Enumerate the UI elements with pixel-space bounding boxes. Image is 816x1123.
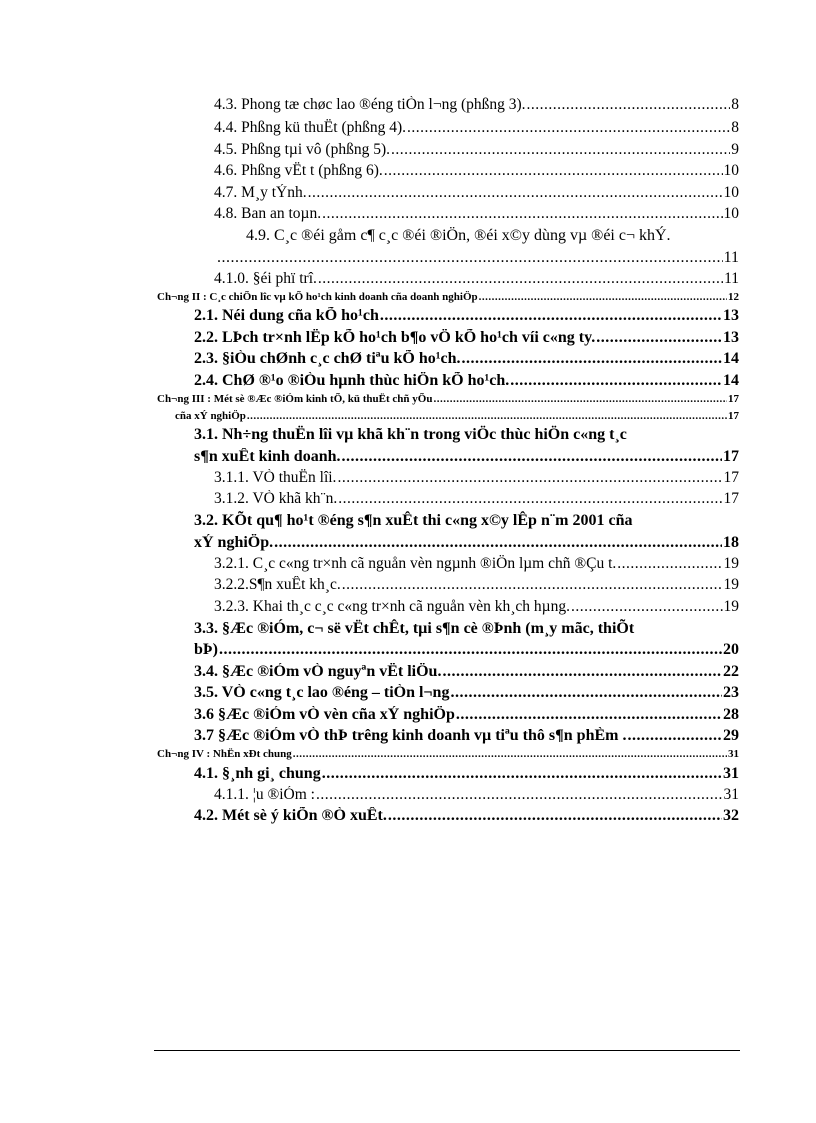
toc-entry-title: 4.8. Ban an toµn.: [214, 205, 322, 222]
toc-leader: [219, 641, 722, 659]
toc-entry-title: 3.2.2.S¶n xuÊt kh¸c.: [214, 576, 341, 593]
toc-page-number: 28: [723, 706, 739, 723]
toc-entry: [194, 329, 739, 347]
toc-entry: [214, 576, 739, 594]
toc-page-number: 31: [728, 748, 739, 760]
toc-leader: [247, 410, 727, 422]
toc-leader: [338, 490, 722, 508]
toc-entry-title: 4.7. M¸y tÝnh.: [214, 184, 307, 201]
toc-page-number: 19: [723, 576, 739, 593]
toc-entry: [214, 598, 739, 616]
toc-entry-title: 4.2. Mét sè ý kiÕn ®Ò xuÊt.: [194, 807, 387, 824]
toc-page-number: 17: [728, 410, 739, 422]
toc-page-number: 31: [723, 786, 739, 803]
toc-leader: [293, 748, 727, 760]
toc-leader: [442, 663, 722, 681]
toc-chapter: [157, 748, 739, 760]
toc-page-number: 17: [723, 490, 739, 507]
toc-entry: [194, 307, 739, 325]
toc-entry-title: bÞ): [194, 641, 218, 658]
toc-page-number: 8: [731, 119, 739, 136]
toc-leader: [456, 706, 722, 724]
toc-page-number: 18: [723, 534, 739, 551]
toc-entry: [214, 490, 739, 508]
toc-leader: [527, 96, 731, 114]
toc-leader: [462, 350, 722, 368]
toc-page-number: 17: [728, 393, 739, 405]
toc-page-number: 19: [723, 555, 739, 572]
toc-chapter: [157, 291, 739, 303]
toc-entry-title: 3.2. KÕt qu¶ ho¹t ®éng s¶n xuÊt thi c«ng x©y lÊp n¨m 2001 cña: [194, 512, 633, 529]
toc-page-number: 14: [723, 350, 739, 367]
toc-leader: [337, 469, 722, 487]
toc-entry-title: 3.1.1. VÒ thuËn lîi.: [214, 469, 337, 486]
toc-leader: [274, 534, 722, 552]
toc-entry-title: Ch¬ng III : Mét sè ®Æc ®iÓm kinh tÕ, kü thuËt chñ yÕu: [157, 393, 433, 405]
toc-entry-title: 4.6. Phßng vËt t (phßng 6).: [214, 162, 383, 179]
toc-entry: [194, 684, 739, 702]
toc-entry: [214, 555, 739, 573]
toc-entry: [194, 534, 739, 552]
toc-leader: [479, 291, 727, 303]
toc-page-number: 17: [723, 448, 739, 465]
toc-entry-title: 3.3. §Æc ®iÓm, c¬ së vËt chÊt, tµi s¶n cè ®Þnh (m¸y mãc, thiÕt: [194, 620, 635, 637]
toc-entry: [214, 141, 739, 159]
toc-entry: [194, 663, 739, 681]
toc-entry-title: 3.6 §Æc ®iÓm vÒ vèn cña xÝ nghiÖp: [194, 706, 455, 723]
toc-leader: [596, 329, 722, 347]
toc-entry: [214, 162, 739, 180]
toc-page-number: 11: [723, 249, 739, 266]
toc-entry-title: cña xÝ nghiÖp: [175, 410, 246, 422]
toc-entry: [194, 372, 739, 390]
toc-page-number: 12: [728, 291, 739, 303]
toc-leader: [617, 555, 722, 573]
toc-entry-title: 3.2.1. C¸c c«ng tr×nh cã nguån vèn ngµnh ®iÖn lµm chñ ®Çu t.: [214, 555, 617, 572]
toc-entry: [194, 727, 739, 745]
toc-leader: [342, 448, 723, 466]
toc-leader: [510, 372, 722, 390]
toc-page-number: 32: [723, 807, 739, 824]
toc-leader: [391, 141, 730, 159]
toc-entry: [214, 119, 739, 137]
toc-leader: [316, 786, 723, 804]
toc-page-number: 10: [723, 184, 739, 201]
toc-page-number: 8: [731, 96, 739, 113]
toc-leader: [322, 205, 722, 223]
toc-entry-title: 4.5. Phßng tµi vô (phßng 5).: [214, 141, 390, 158]
toc-chapter: [157, 393, 739, 405]
toc-entry-title: 3.4. §Æc ®iÓm vÒ nguyªn vËt liÖu.: [194, 663, 442, 680]
toc-entry: [194, 641, 739, 659]
toc-entry-title: Ch¬ng IV : NhËn xÐt chung: [157, 748, 292, 760]
toc-entry: [214, 270, 739, 288]
toc-leader: [380, 307, 722, 325]
toc-leader: [388, 807, 722, 825]
toc-leader: [433, 393, 727, 405]
toc-entry-title: 4.1.1. ¦u ®iÓm :: [214, 786, 315, 803]
toc-page-number: 13: [723, 307, 739, 324]
toc-entry-title: 2.1. Néi dung cña kÕ ho¹ch: [194, 307, 379, 324]
toc-entry: [214, 205, 739, 223]
toc-entry: [194, 448, 739, 466]
toc-page-number: 29: [723, 727, 739, 744]
toc-page-number: 17: [723, 469, 739, 486]
toc-entry: [194, 706, 739, 724]
toc-entry: [214, 96, 739, 114]
toc-entry: [194, 350, 739, 368]
toc-entry: [214, 184, 739, 202]
toc-entry-title: s¶n xuÊt kinh doanh.: [194, 448, 341, 465]
toc-entry-title: 2.2. LÞch tr×nh lËp kÕ ho¹ch b¶o vÖ kÕ ho¹ch víi c«ng ty.: [194, 329, 596, 346]
toc-entry: [194, 765, 739, 783]
toc-entry-title: Ch¬ng II : C¸c chiÕn lîc vµ kÕ ho¹ch kinh doanh cña doanh nghiÖp: [157, 291, 478, 303]
toc-page-number: 10: [723, 162, 739, 179]
toc-entry-title: 3.5. VÒ c«ng t¸c lao ®éng – tiÒn l¬ng: [194, 684, 450, 701]
toc-leader: [322, 765, 722, 783]
toc-entry: [214, 786, 739, 804]
toc-page-number: 31: [723, 765, 739, 782]
toc-leader: [627, 727, 722, 745]
toc-page-number: 23: [723, 684, 739, 701]
toc-leader: [384, 162, 723, 180]
toc-entry-title: 4.1.0. §éi phï trî.: [214, 270, 317, 287]
toc-entry: [214, 469, 739, 487]
toc-entry-title: 3.1.2. VÒ khã kh¨n.: [214, 490, 338, 507]
toc-leader: [342, 576, 723, 594]
toc-entry-title: 3.1. Nh÷ng thuËn lîi vµ khã kh¨n trong viÖc thùc hiÖn c«ng t¸c: [194, 426, 627, 443]
toc-page-number: 22: [723, 663, 739, 680]
toc-entry-title: 4.4. Phßng kü thuËt (phßng 4).: [214, 119, 407, 136]
toc-entry-title: 4.1. §¸nh gi¸ chung: [194, 765, 321, 782]
toc-entry-title: xÝ nghiÖp.: [194, 534, 274, 551]
toc-leader: [571, 598, 723, 616]
toc-entry-title: 3.2.3. Khai th¸c c¸c c«ng tr×nh cã nguån vèn kh¸ch hµng.: [214, 598, 570, 615]
toc-chapter: [175, 410, 739, 422]
toc-page-number: 9: [731, 141, 739, 158]
toc-leader: [407, 119, 730, 137]
toc-leader: [318, 270, 723, 288]
toc-entry: [194, 807, 739, 825]
toc-entry-title: 2.3. §iÒu chØnh c¸c chØ tiªu kÕ ho¹ch.: [194, 350, 461, 367]
toc-page-number: 10: [723, 205, 739, 222]
toc-entry: [216, 249, 739, 267]
toc-entry-title: 4.9. C¸c ®éi gåm c¶ c¸c ®éi ®iÖn, ®éi x©y dùng vµ ®éi c¬ khÝ.: [246, 227, 671, 244]
toc-entry-title: 4.3. Phong tæ chøc lao ®éng tiÒn l¬ng (phßng 3).: [214, 96, 526, 113]
toc-entry-title: 3.7 §Æc ®iÓm vÒ thÞ trêng kinh doanh vµ tiªu thô s¶n phÈm .: [194, 727, 627, 744]
toc-leader: [450, 684, 722, 702]
toc-page-number: 11: [724, 270, 739, 287]
toc-leader: [308, 184, 723, 202]
footer-rule: [154, 1050, 740, 1051]
toc-page-number: 14: [723, 372, 739, 389]
toc-entry-title: 2.4. ChØ ®¹o ®iÒu hµnh thùc hiÖn kÕ ho¹ch.: [194, 372, 510, 389]
toc-page-number: 13: [723, 329, 739, 346]
toc-leader: [217, 249, 723, 267]
toc-page-number: 20: [723, 641, 739, 658]
toc-page-number: 19: [723, 598, 739, 615]
